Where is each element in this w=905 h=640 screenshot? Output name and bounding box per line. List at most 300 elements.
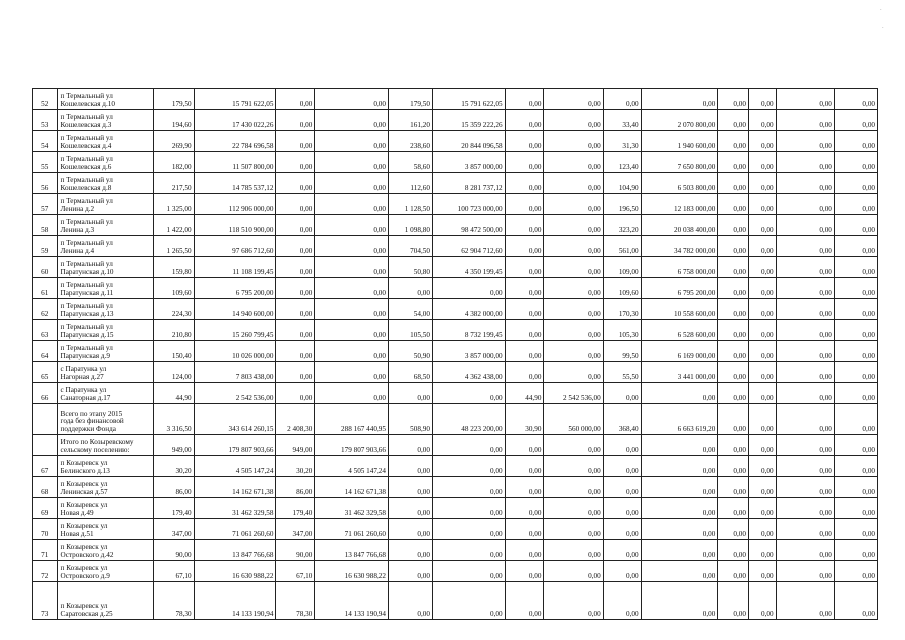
value-cell: 11 507 800,00 (194, 152, 276, 173)
table-row (33, 519, 878, 540)
row-number: 58 (33, 215, 58, 236)
table-row (33, 299, 878, 320)
table-row (33, 456, 878, 477)
value-cell: 0,00 (641, 456, 718, 477)
value-cell: 0,00 (718, 561, 749, 582)
address-cell (57, 194, 153, 215)
value-cell: 0,00 (603, 561, 641, 582)
value-cell: 0,00 (315, 257, 389, 278)
address-line: п Козыревск ул (60, 543, 108, 552)
value-cell: 150,40 (153, 341, 194, 362)
value-cell: 217,50 (153, 173, 194, 194)
value-cell: 86,00 (276, 477, 315, 498)
value-cell: 179,40 (153, 498, 194, 519)
value-cell: 704,50 (388, 236, 432, 257)
address-line: поддержки Фонда (60, 424, 116, 433)
value-cell: 62 904 712,60 (432, 236, 505, 257)
address-line: Новая д.51 (60, 529, 94, 538)
value-cell: 0,00 (544, 498, 603, 519)
value-cell: 4 350 199,45 (432, 257, 505, 278)
value-cell: 0,00 (544, 341, 603, 362)
value-cell: 561,00 (603, 236, 641, 257)
address-cell (57, 236, 153, 257)
table-body (33, 89, 878, 620)
address-cell (57, 278, 153, 299)
value-cell: 0,00 (315, 236, 389, 257)
value-cell: 0,00 (776, 477, 834, 498)
value-cell: 0,00 (718, 278, 749, 299)
address-line: Итого по Козыревскому (60, 438, 134, 447)
value-cell: 30,90 (505, 404, 544, 435)
value-cell: 0,00 (603, 540, 641, 561)
value-cell: 15 359 222,26 (432, 110, 505, 131)
value-cell: 0,00 (276, 362, 315, 383)
value-cell: 0,00 (834, 215, 877, 236)
address-cell (57, 110, 153, 131)
value-cell: 0,00 (315, 341, 389, 362)
value-cell: 0,00 (315, 131, 389, 152)
value-cell: 0,00 (718, 299, 749, 320)
address-cell (57, 299, 153, 320)
address-line: Ленинская д.57 (60, 487, 108, 496)
value-cell: 0,00 (776, 110, 834, 131)
value-cell: 4 505 147,24 (194, 456, 276, 477)
value-cell: 0,00 (505, 519, 544, 540)
value-cell: 0,00 (834, 540, 877, 561)
value-cell: 0,00 (776, 582, 834, 620)
value-cell: 0,00 (748, 110, 776, 131)
row-number: 65 (33, 362, 58, 383)
address-line: п Козыревск ул (60, 480, 108, 489)
value-cell: 54,00 (388, 299, 432, 320)
value-cell: 16 630 988,22 (315, 561, 389, 582)
row-number: 72 (33, 561, 58, 582)
value-cell: 0,00 (544, 152, 603, 173)
value-cell: 0,00 (834, 341, 877, 362)
value-cell: 71 061 260,60 (315, 519, 389, 540)
value-cell: 1 128,50 (388, 194, 432, 215)
address-line: п Термальный ул (60, 344, 113, 353)
value-cell: 3 857 000,00 (432, 341, 505, 362)
value-cell: 0,00 (748, 477, 776, 498)
value-cell: 14 940 600,00 (194, 299, 276, 320)
value-cell: 0,00 (276, 341, 315, 362)
value-cell: 0,00 (315, 89, 389, 110)
value-cell: 0,00 (388, 456, 432, 477)
value-cell: 6 795 200,00 (641, 278, 718, 299)
value-cell: 0,00 (776, 456, 834, 477)
value-cell: 0,00 (544, 456, 603, 477)
row-number: 66 (33, 383, 58, 404)
value-cell: 2 542 536,00 (194, 383, 276, 404)
value-cell: 0,00 (748, 215, 776, 236)
address-line: п Термальный ул (60, 260, 113, 269)
value-cell: 0,00 (834, 477, 877, 498)
value-cell: 0,00 (505, 236, 544, 257)
value-cell: 0,00 (388, 477, 432, 498)
value-cell: 20 038 400,00 (641, 215, 718, 236)
value-cell: 0,00 (776, 152, 834, 173)
value-cell: 118 510 900,00 (194, 215, 276, 236)
value-cell: 0,00 (276, 89, 315, 110)
value-cell: 0,00 (505, 152, 544, 173)
address-cell (57, 540, 153, 561)
row-number: 52 (33, 89, 58, 110)
value-cell: 0,00 (834, 498, 877, 519)
value-cell: 0,00 (603, 519, 641, 540)
value-cell: 0,00 (748, 173, 776, 194)
row-number: 56 (33, 173, 58, 194)
value-cell: 179,50 (153, 89, 194, 110)
value-cell: 0,00 (718, 582, 749, 620)
row-number: 62 (33, 299, 58, 320)
value-cell: 1 325,00 (153, 194, 194, 215)
value-cell: 58,60 (388, 152, 432, 173)
value-cell: 0,00 (718, 362, 749, 383)
value-cell: 0,00 (834, 152, 877, 173)
row-number (33, 435, 58, 456)
value-cell: 0,00 (641, 561, 718, 582)
value-cell: 124,00 (153, 362, 194, 383)
value-cell: 0,00 (276, 131, 315, 152)
value-cell: 99,50 (603, 341, 641, 362)
value-cell: 0,00 (505, 173, 544, 194)
value-cell: 0,00 (315, 278, 389, 299)
value-cell: 0,00 (276, 194, 315, 215)
value-cell: 0,00 (834, 236, 877, 257)
address-line: п Термальный ул (60, 218, 113, 227)
value-cell: 0,00 (544, 299, 603, 320)
value-cell: 0,00 (432, 278, 505, 299)
value-cell: 6 528 600,00 (641, 320, 718, 341)
value-cell: 0,00 (544, 236, 603, 257)
value-cell: 0,00 (776, 341, 834, 362)
value-cell: 0,00 (276, 299, 315, 320)
value-cell: 0,00 (544, 477, 603, 498)
value-cell: 100 723 000,00 (432, 194, 505, 215)
value-cell: 67,10 (276, 561, 315, 582)
table-row (33, 477, 878, 498)
value-cell: 78,30 (153, 582, 194, 620)
address-line: Паратунская д.15 (60, 330, 114, 339)
value-cell: 161,20 (388, 110, 432, 131)
value-cell: 0,00 (776, 383, 834, 404)
value-cell: 2 070 800,00 (641, 110, 718, 131)
value-cell: 170,30 (603, 299, 641, 320)
value-cell: 0,00 (315, 152, 389, 173)
value-cell: 0,00 (834, 362, 877, 383)
value-cell: 50,90 (388, 341, 432, 362)
value-cell: 0,00 (505, 561, 544, 582)
value-cell: 508,90 (388, 404, 432, 435)
value-cell: 0,00 (748, 89, 776, 110)
value-cell: 0,00 (432, 561, 505, 582)
value-cell: 123,40 (603, 152, 641, 173)
value-cell: 105,50 (388, 320, 432, 341)
value-cell: 34 782 000,00 (641, 236, 718, 257)
address-line: Саратовская д.25 (60, 609, 113, 618)
address-line: п Термальный ул (60, 239, 113, 248)
value-cell: 22 784 696,58 (194, 131, 276, 152)
address-line: п Термальный ул (60, 113, 113, 122)
value-cell: 0,00 (776, 435, 834, 456)
value-cell: 196,50 (603, 194, 641, 215)
value-cell: 20 844 096,58 (432, 131, 505, 152)
address-line: сельскому поселению: (60, 445, 130, 454)
row-number: 71 (33, 540, 58, 561)
value-cell: 67,10 (153, 561, 194, 582)
value-cell: 0,00 (718, 110, 749, 131)
value-cell: 0,00 (776, 498, 834, 519)
table-row (33, 152, 878, 173)
row-number: 68 (33, 477, 58, 498)
value-cell: 0,00 (432, 498, 505, 519)
address-cell (57, 341, 153, 362)
value-cell: 14 162 671,38 (194, 477, 276, 498)
value-cell: 0,00 (544, 540, 603, 561)
value-cell: 0,00 (315, 299, 389, 320)
value-cell: 31 462 329,58 (194, 498, 276, 519)
value-cell: 0,00 (544, 320, 603, 341)
value-cell: 949,00 (153, 435, 194, 456)
address-line: Кошелевская д.4 (60, 141, 112, 150)
address-line: Кошелевская д.10 (60, 99, 115, 108)
value-cell: 0,00 (718, 257, 749, 278)
address-line: Паратунская д.9 (60, 351, 110, 360)
value-cell: 0,00 (834, 519, 877, 540)
value-cell: 0,00 (544, 582, 603, 620)
value-cell: 0,00 (748, 561, 776, 582)
value-cell: 224,30 (153, 299, 194, 320)
address-line: Паратунская д.10 (60, 267, 114, 276)
address-cell (57, 89, 153, 110)
address-line: п Термальный ул (60, 134, 113, 143)
address-line: Островского д.42 (60, 550, 114, 559)
value-cell: 0,00 (505, 278, 544, 299)
value-cell: 15 791 622,05 (194, 89, 276, 110)
value-cell: 347,00 (276, 519, 315, 540)
value-cell: 0,00 (315, 215, 389, 236)
value-cell: 0,00 (544, 362, 603, 383)
address-line: с Паратунка ул (60, 365, 107, 374)
value-cell: 0,00 (718, 215, 749, 236)
address-line: Паратунская д.13 (60, 309, 114, 318)
value-cell: 3 316,50 (153, 404, 194, 435)
value-cell: 0,00 (505, 131, 544, 152)
value-cell: 86,00 (153, 477, 194, 498)
value-cell: 0,00 (544, 215, 603, 236)
table-row (33, 383, 878, 404)
value-cell: 0,00 (544, 257, 603, 278)
program-table (32, 88, 878, 620)
address-line: Ленина д.2 (60, 204, 95, 213)
value-cell: 0,00 (641, 477, 718, 498)
value-cell: 3 441 000,00 (641, 362, 718, 383)
value-cell: 0,00 (505, 299, 544, 320)
table-row (33, 561, 878, 582)
row-number: 70 (33, 519, 58, 540)
address-cell (57, 456, 153, 477)
table-row (33, 173, 878, 194)
table-row (33, 320, 878, 341)
address-line: Ленина д.4 (60, 246, 95, 255)
value-cell: 12 183 000,00 (641, 194, 718, 215)
value-cell: 0,00 (748, 435, 776, 456)
value-cell: 1 940 600,00 (641, 131, 718, 152)
value-cell: 0,00 (718, 404, 749, 435)
value-cell: 0,00 (388, 383, 432, 404)
value-cell: 7 803 438,00 (194, 362, 276, 383)
value-cell: 0,00 (748, 257, 776, 278)
address-line: года без финансовой (60, 417, 124, 426)
value-cell: 0,00 (776, 215, 834, 236)
value-cell: 0,00 (544, 173, 603, 194)
value-cell: 182,00 (153, 152, 194, 173)
value-cell: 0,00 (748, 320, 776, 341)
value-cell: 78,30 (276, 582, 315, 620)
value-cell: 0,00 (505, 540, 544, 561)
value-cell: 0,00 (834, 173, 877, 194)
value-cell: 0,00 (505, 341, 544, 362)
value-cell: 109,60 (153, 278, 194, 299)
address-cell (57, 257, 153, 278)
corner-mark: . (882, 24, 884, 30)
value-cell: 0,00 (505, 582, 544, 620)
address-line: Кошелевская д.6 (60, 162, 112, 171)
value-cell: 0,00 (505, 89, 544, 110)
value-cell: 1 098,80 (388, 215, 432, 236)
address-line: п Термальный ул (60, 281, 113, 290)
value-cell: 0,00 (603, 89, 641, 110)
value-cell: 3 857 000,00 (432, 152, 505, 173)
address-cell (57, 362, 153, 383)
value-cell: 0,00 (776, 299, 834, 320)
address-line: Паратунская д.11 (60, 288, 114, 297)
address-cell (57, 131, 153, 152)
value-cell: 1 422,00 (153, 215, 194, 236)
address-line: п Термальный ул (60, 323, 113, 332)
address-line: п Козыревск ул (60, 564, 108, 573)
value-cell: 13 847 766,68 (315, 540, 389, 561)
value-cell: 0,00 (718, 173, 749, 194)
table-row (33, 498, 878, 519)
value-cell: 0,00 (776, 362, 834, 383)
value-cell: 0,00 (776, 257, 834, 278)
address-cell (57, 320, 153, 341)
value-cell: 288 167 440,95 (315, 404, 389, 435)
value-cell: 55,50 (603, 362, 641, 383)
value-cell: 0,00 (748, 404, 776, 435)
value-cell: 0,00 (748, 540, 776, 561)
table-row (33, 582, 878, 620)
table-row (33, 110, 878, 131)
value-cell: 0,00 (718, 320, 749, 341)
value-cell: 0,00 (544, 110, 603, 131)
address-line: Островского д.9 (60, 571, 110, 580)
value-cell: 0,00 (641, 435, 718, 456)
value-cell: 31 462 329,58 (315, 498, 389, 519)
value-cell: 0,00 (388, 519, 432, 540)
address-line: Белинского д.13 (60, 466, 110, 475)
address-cell (57, 561, 153, 582)
value-cell: 0,00 (505, 194, 544, 215)
value-cell: 0,00 (748, 236, 776, 257)
value-cell: 2 408,30 (276, 404, 315, 435)
value-cell: 368,40 (603, 404, 641, 435)
value-cell: 560 000,00 (544, 404, 603, 435)
row-number: 63 (33, 320, 58, 341)
table-row (33, 89, 878, 110)
value-cell: 0,00 (276, 215, 315, 236)
value-cell: 0,00 (505, 456, 544, 477)
value-cell: 0,00 (776, 89, 834, 110)
value-cell: 44,90 (153, 383, 194, 404)
value-cell: 0,00 (718, 519, 749, 540)
value-cell: 0,00 (776, 173, 834, 194)
value-cell: 0,00 (505, 215, 544, 236)
value-cell: 0,00 (276, 383, 315, 404)
value-cell: 0,00 (388, 540, 432, 561)
address-line: п Термальный ул (60, 155, 113, 164)
value-cell: 0,00 (748, 519, 776, 540)
value-cell: 0,00 (776, 278, 834, 299)
address-line: Новая д.49 (60, 508, 94, 517)
value-cell: 0,00 (432, 477, 505, 498)
address-cell (57, 383, 153, 404)
value-cell: 0,00 (834, 299, 877, 320)
address-line: Ленина д.3 (60, 225, 95, 234)
value-cell: 0,00 (776, 131, 834, 152)
address-line: п Термальный ул (60, 92, 113, 101)
value-cell: 179 807 903,66 (315, 435, 389, 456)
value-cell: 0,00 (432, 519, 505, 540)
value-cell: 16 630 988,22 (194, 561, 276, 582)
value-cell: 0,00 (834, 194, 877, 215)
value-cell: 14 133 190,94 (194, 582, 276, 620)
value-cell: 90,00 (153, 540, 194, 561)
row-number (33, 404, 58, 435)
value-cell: 0,00 (315, 320, 389, 341)
value-cell: 0,00 (641, 582, 718, 620)
address-cell (57, 582, 153, 620)
value-cell: 210,80 (153, 320, 194, 341)
value-cell: 4 362 438,00 (432, 362, 505, 383)
value-cell: 0,00 (748, 131, 776, 152)
value-cell: 343 614 260,15 (194, 404, 276, 435)
value-cell: 0,00 (718, 236, 749, 257)
value-cell: 0,00 (603, 383, 641, 404)
value-cell: 0,00 (276, 257, 315, 278)
table-row (33, 362, 878, 383)
value-cell: 0,00 (544, 561, 603, 582)
value-cell: 0,00 (748, 299, 776, 320)
row-number: 61 (33, 278, 58, 299)
value-cell: 8 281 737,12 (432, 173, 505, 194)
value-cell: 14 133 190,94 (315, 582, 389, 620)
value-cell: 0,00 (641, 383, 718, 404)
address-line: п Термальный ул (60, 302, 113, 311)
value-cell: 10 558 600,00 (641, 299, 718, 320)
value-cell: 30,20 (276, 456, 315, 477)
value-cell: 0,00 (641, 540, 718, 561)
corner-mark: . (880, 6, 882, 12)
value-cell: 0,00 (718, 435, 749, 456)
value-cell: 0,00 (276, 110, 315, 131)
value-cell: 4 382 000,00 (432, 299, 505, 320)
value-cell: 0,00 (276, 173, 315, 194)
value-cell: 0,00 (834, 383, 877, 404)
address-cell (57, 435, 153, 456)
